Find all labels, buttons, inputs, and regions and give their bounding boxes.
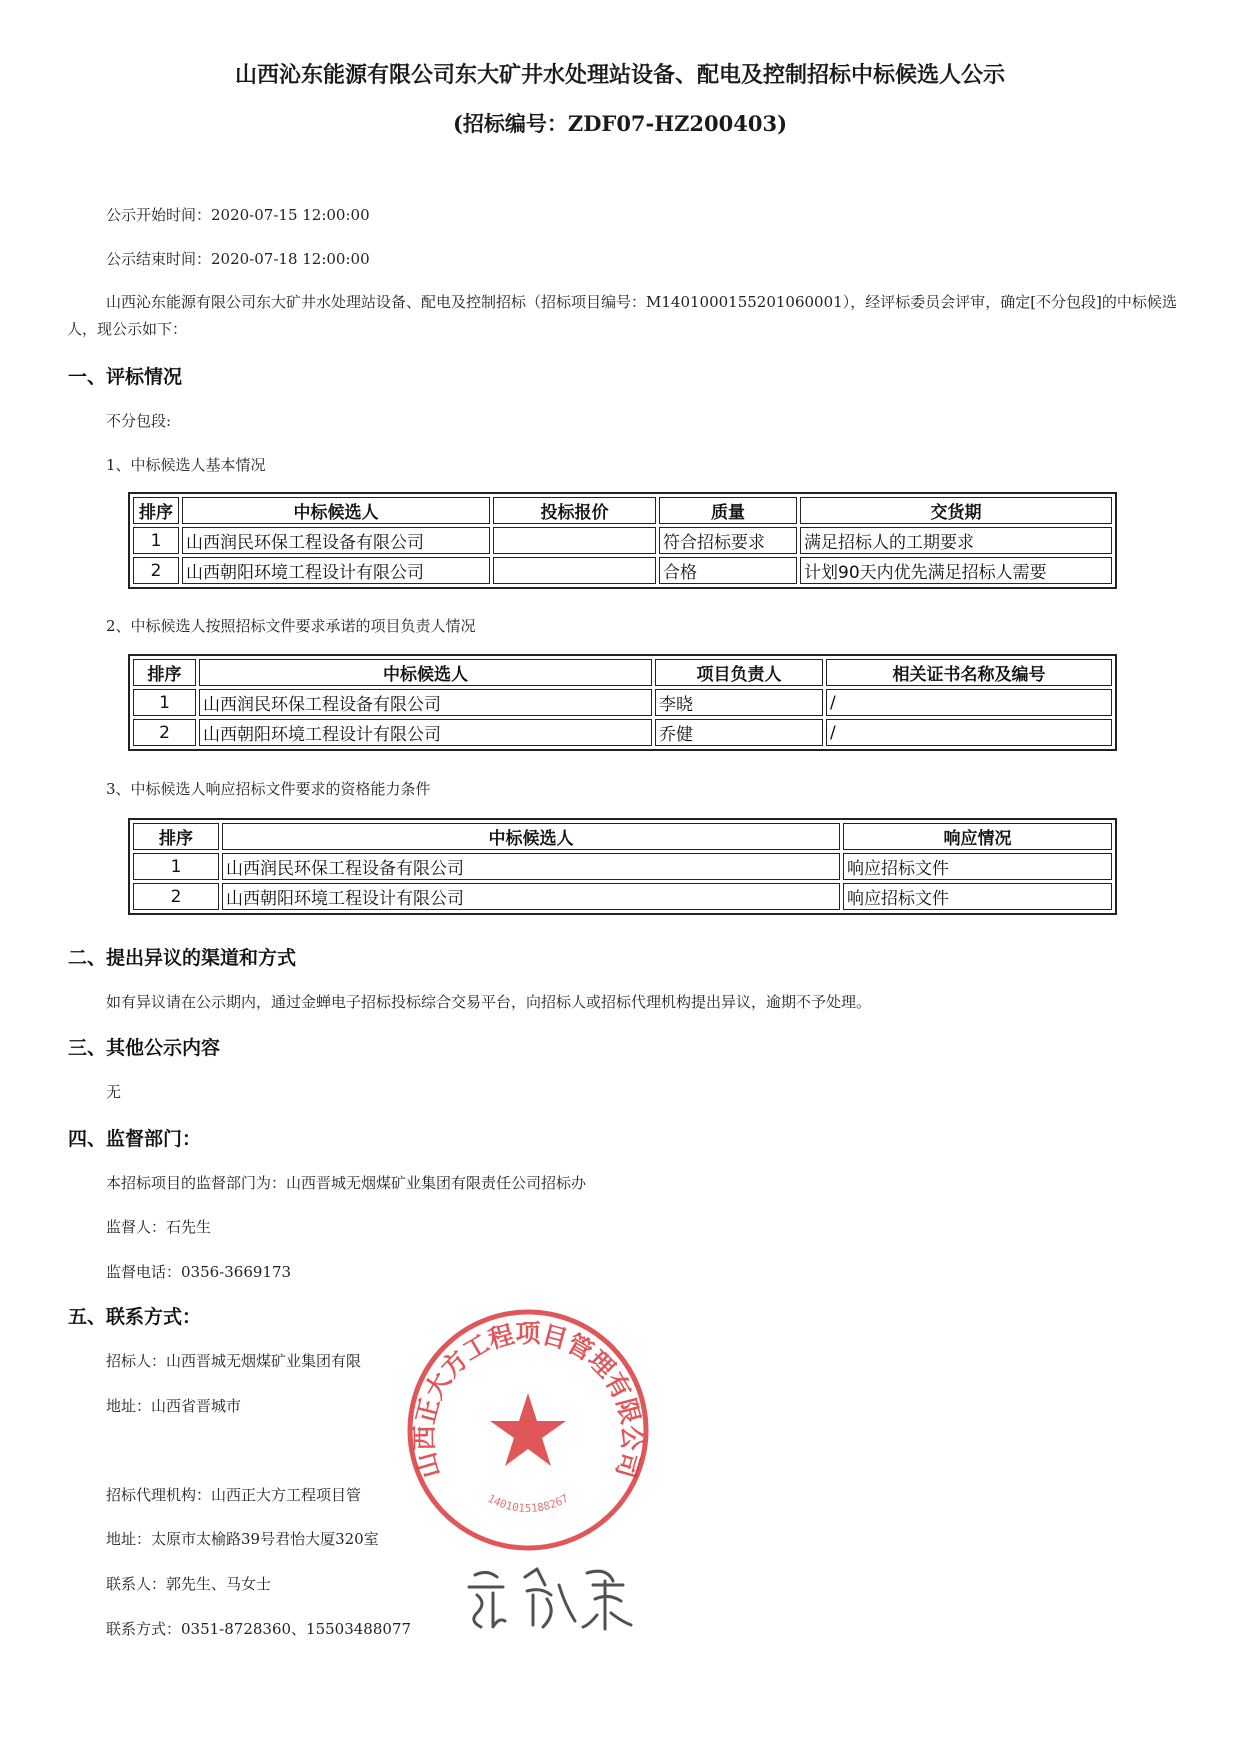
- table-cell: 李晓: [655, 689, 823, 716]
- table-cell: 山西朝阳环境工程设计有限公司: [182, 557, 490, 584]
- agency: 招标代理机构：山西正大方工程项目管: [106, 1486, 362, 1504]
- column-header: 中标候选人: [182, 497, 490, 524]
- section-2-heading: 二、提出异议的渠道和方式: [68, 947, 297, 969]
- document-title: 山西沁东能源有限公司东大矿井水处理站设备、配电及控制招标中标候选人公示: [234, 62, 1005, 88]
- table-cell: 合格: [659, 557, 797, 584]
- table-cell: 2: [133, 883, 219, 910]
- agency-address: 地址：太原市太榆路39号君怡大厦320室: [106, 1530, 379, 1548]
- column-header: 中标候选人: [199, 659, 652, 686]
- section-1-heading: 一、评标情况: [68, 366, 183, 388]
- table-header-row: [133, 497, 1112, 524]
- contact-persons: 联系人：郭先生、马女士: [106, 1575, 272, 1593]
- tender-number: (招标编号：ZDF07-HZ200403): [452, 111, 788, 136]
- project-leader-table: [128, 654, 1117, 751]
- contact-phone: 联系方式：0351-8728360、15503488077: [106, 1620, 412, 1638]
- table-cell: 符合招标要求: [659, 527, 797, 554]
- table-row: [133, 719, 1112, 746]
- table-cell: 响应招标文件: [843, 883, 1112, 910]
- supervisor: 监督人：石先生: [106, 1218, 212, 1236]
- table-cell: 山西朝阳环境工程设计有限公司: [199, 719, 652, 746]
- column-header: 质量: [659, 497, 797, 524]
- column-header: 项目负责人: [655, 659, 823, 686]
- tenderer: 招标人：山西晋城无烟煤矿业集团有限: [106, 1352, 362, 1370]
- column-header: 排序: [133, 823, 219, 850]
- table-cell: [493, 527, 656, 554]
- candidates-basic-table: [128, 492, 1117, 589]
- table-cell: 响应招标文件: [843, 853, 1112, 880]
- table-header-row: [133, 659, 1112, 686]
- table-row: [133, 527, 1112, 554]
- table-row: [133, 883, 1112, 910]
- column-header: 交货期: [800, 497, 1112, 524]
- table-cell: 满足招标人的工期要求: [800, 527, 1112, 554]
- objection-text: 如有异议请在公示期内，通过金蝉电子招标投标综合交易平台，向招标人或招标代理机构提出异议，逾期不予处理。: [106, 993, 872, 1011]
- table-cell: 山西朝阳环境工程设计有限公司: [222, 883, 840, 910]
- table-row: [133, 689, 1112, 716]
- star-icon: [490, 1393, 566, 1466]
- publicity-end-time: 公示结束时间：2020-07-18 12:00:00: [106, 250, 370, 268]
- table-cell: 2: [133, 719, 196, 746]
- supervision-phone: 监督电话：0356-3669173: [106, 1263, 292, 1281]
- seal-name: 山西正大方工程项目管理有限公司: [409, 1318, 647, 1482]
- table-header-row: [133, 823, 1112, 850]
- table-cell: 计划90天内优先满足招标人需要: [800, 557, 1112, 584]
- subsection-1-title: 1、中标候选人基本情况: [106, 456, 266, 474]
- subsection-3-title: 3、中标候选人响应招标文件要求的资格能力条件: [106, 780, 431, 798]
- section-3-heading: 三、其他公示内容: [68, 1037, 221, 1059]
- table-cell: 1: [133, 689, 196, 716]
- table-cell: 山西润民环保工程设备有限公司: [182, 527, 490, 554]
- intro-paragraph: 山西沁东能源有限公司东大矿井水处理站设备、配电及控制招标（招标项目编号：M1401000155201060001），经评标委员会评审，确定[不分包段]的中标候选人，现公示如下：: [67, 293, 1177, 338]
- no-lot-label: 不分包段:: [106, 412, 172, 430]
- table-cell: 2: [133, 557, 179, 584]
- table-cell: 1: [133, 527, 179, 554]
- table-cell: 山西润民环保工程设备有限公司: [199, 689, 652, 716]
- table-cell: [493, 557, 656, 584]
- table-cell: 1: [133, 853, 219, 880]
- qualification-table: [128, 818, 1117, 915]
- table-cell: 乔健: [655, 719, 823, 746]
- company-seal: [403, 1305, 653, 1555]
- supervision-dept: 本招标项目的监督部门为：山西晋城无烟煤矿业集团有限责任公司招标办: [106, 1174, 587, 1192]
- seal-code: 1401015188267: [485, 1491, 571, 1515]
- section-4-heading: 四、监督部门：: [68, 1128, 202, 1150]
- subsection-2-title: 2、中标候选人按照招标文件要求承诺的项目负责人情况: [106, 617, 476, 635]
- column-header: 中标候选人: [222, 823, 840, 850]
- signature: [455, 1555, 655, 1645]
- column-header: 投标报价: [493, 497, 656, 524]
- column-header: 排序: [133, 659, 196, 686]
- table-row: [133, 557, 1112, 584]
- tenderer-address: 地址：山西省晋城市: [106, 1397, 242, 1415]
- table-cell: /: [826, 719, 1112, 746]
- other-content-text: 无: [106, 1083, 122, 1101]
- column-header: 相关证书名称及编号: [826, 659, 1112, 686]
- table-cell: 山西润民环保工程设备有限公司: [222, 853, 840, 880]
- table-row: [133, 853, 1112, 880]
- section-5-heading: 五、联系方式：: [68, 1306, 202, 1328]
- column-header: 排序: [133, 497, 179, 524]
- publicity-start-time: 公示开始时间：2020-07-15 12:00:00: [106, 206, 370, 224]
- column-header: 响应情况: [843, 823, 1112, 850]
- table-cell: /: [826, 689, 1112, 716]
